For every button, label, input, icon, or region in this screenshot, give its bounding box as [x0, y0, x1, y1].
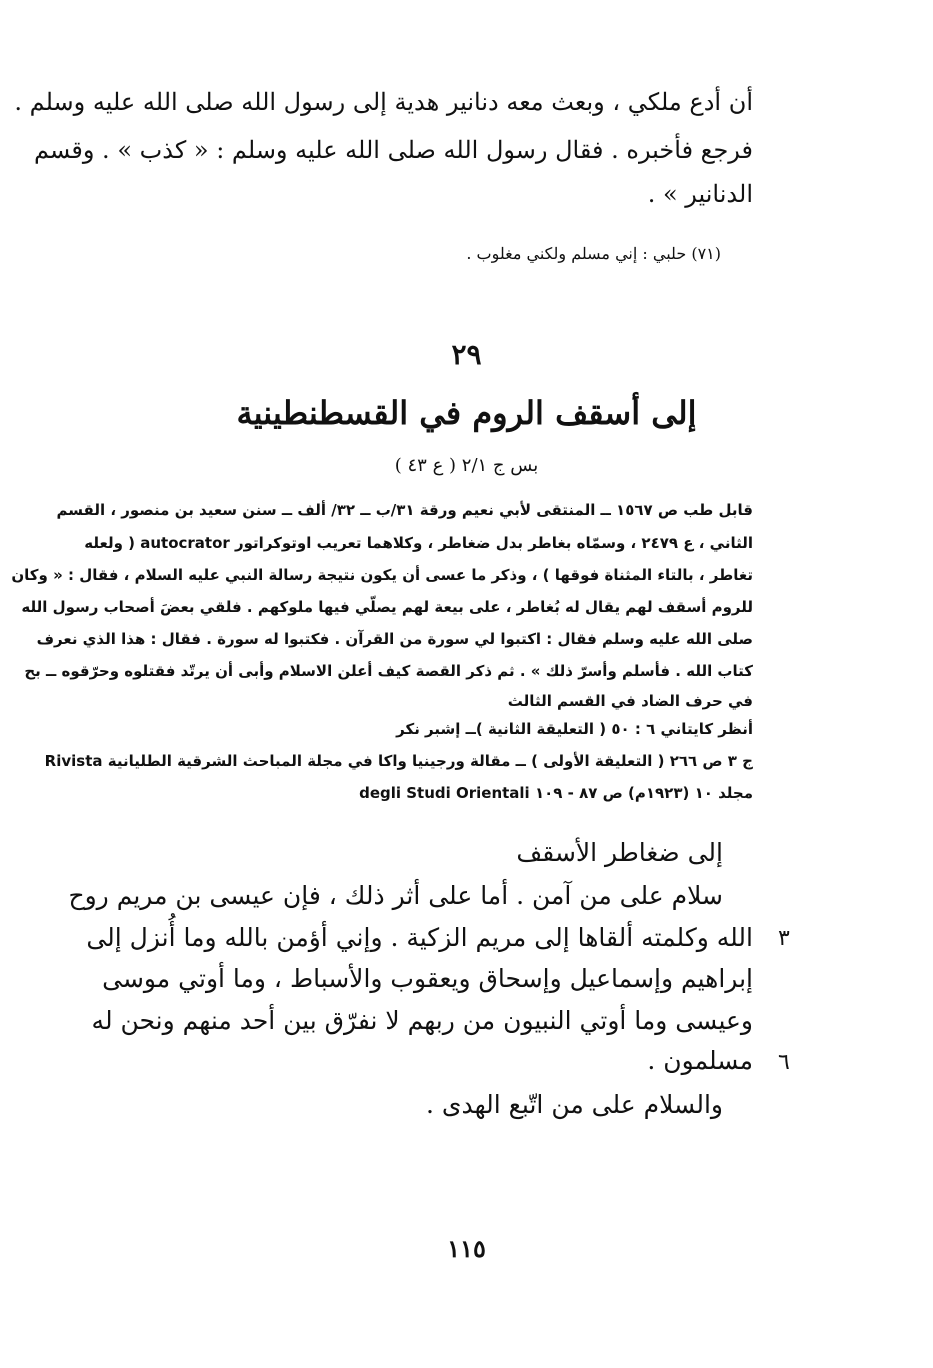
letter-line-3: إبراهيم وإسماعيل وإسحاق ويعقوب والأسباط ، وما أوتي موسى: [102, 964, 753, 993]
note-line-6: كتاب الله . فأسلم وأسرّ ذلك » . ثم ذكر القصة كيف أعلن الاسلام وأبى أن يرتّد فقتلوه وحرّقوه ــ بح: [24, 662, 753, 680]
letter-number: ٢٩: [451, 338, 482, 371]
note-line-4: للروم أسقف لهم يقال له بُغاطر ، على بيعة لهم يصلّي فيها ملوكهم . فلقي بعضَ أصحاب رسول الله: [21, 598, 753, 616]
letter-line-5: مسلمون .: [647, 1046, 753, 1075]
letter-title: إلى أسقف الروم في القسطنطينية: [236, 394, 697, 432]
note-line-5: صلى الله عليه وسلم فقال : اكتبوا لي سورة من القرآن . فكتبوا له سورة . فقال : هذا الذي نعرف: [36, 630, 753, 648]
intro-line-1: أن أدع ملكي ، وبعث معه دنانير هدية إلى رسول الله صلى الله عليه وسلم .: [14, 88, 753, 116]
note-line-1: قابل طب ص ١٥٦٧ ــ المنتقى لأبي نعيم ورقة ٣١/ب ــ ٣٢/ ألف ــ سنن سعيد بن منصور ، القسم: [56, 501, 753, 519]
line-number-6: ٦: [778, 1050, 790, 1075]
intro-line-2: فرجع فأخبره . فقال رسول الله صلى الله عليه وسلم : « كذب » . وقسم: [33, 136, 753, 164]
note-line-8: أنظر كايتاني ٦ : ٥٠ ( التعليقة الثانية )ــ إشبر نكر: [396, 720, 753, 738]
note-line-2: الثاني ، ع ٢٤٧٩ ، وسمّاه بغاطر بدل ضغاطر ، وكلاهما تعريب اوتوكراتور autocrator ( ولعله: [84, 534, 753, 552]
intro-line-3: الدنانير » .: [647, 180, 753, 208]
letter-line-4: وعيسى وما أوتي النبيون من ربهم لا نفرّق بين أحد منهم ونحن له: [91, 1006, 753, 1035]
note-line-9: ج ٣ ص ٢٦٦ ( التعليقة الأولى ) ــ مقالة ورجينيا واكا في مجلة المباحث الشرقية الطليانية Rivista: [44, 752, 753, 770]
letter-line-2: الله وكلمته ألقاها إلى مريم الزكية . وإني أؤمن بالله وما أُنزل إلى: [86, 923, 753, 952]
line-number-3: ٣: [778, 926, 790, 951]
page-number: ١١٥: [447, 1234, 486, 1263]
letter-reference: بس ج ٢/١ ( ع ٤٣ ): [394, 455, 539, 476]
footnote: (٧١) حلبي : إني مسلم ولكني مغلوب .: [466, 244, 721, 263]
letter-closing: والسلام على من اتّبع الهدى .: [426, 1090, 723, 1119]
note-line-3: تغاطر ، بالتاء المثناة فوقها ) ، وذكر ما عسى أن يكون نتيجة رسالة النبي عليه السلام ، فقال : « وكان: [11, 566, 753, 584]
letter-address: إلى ضغاطر الأسقف: [516, 838, 723, 867]
note-line-7: في حرف الضاد في القسم الثالث: [507, 692, 753, 710]
note-line-10: degli Studi Orientali مجلد ١٠ (١٩٢٣م) ص ٨٧ - ١٠٩: [359, 784, 753, 802]
letter-line-1: سلام على من آمن . أما على أثر ذلك ، فإن عيسى بن مريم روح: [68, 881, 723, 910]
